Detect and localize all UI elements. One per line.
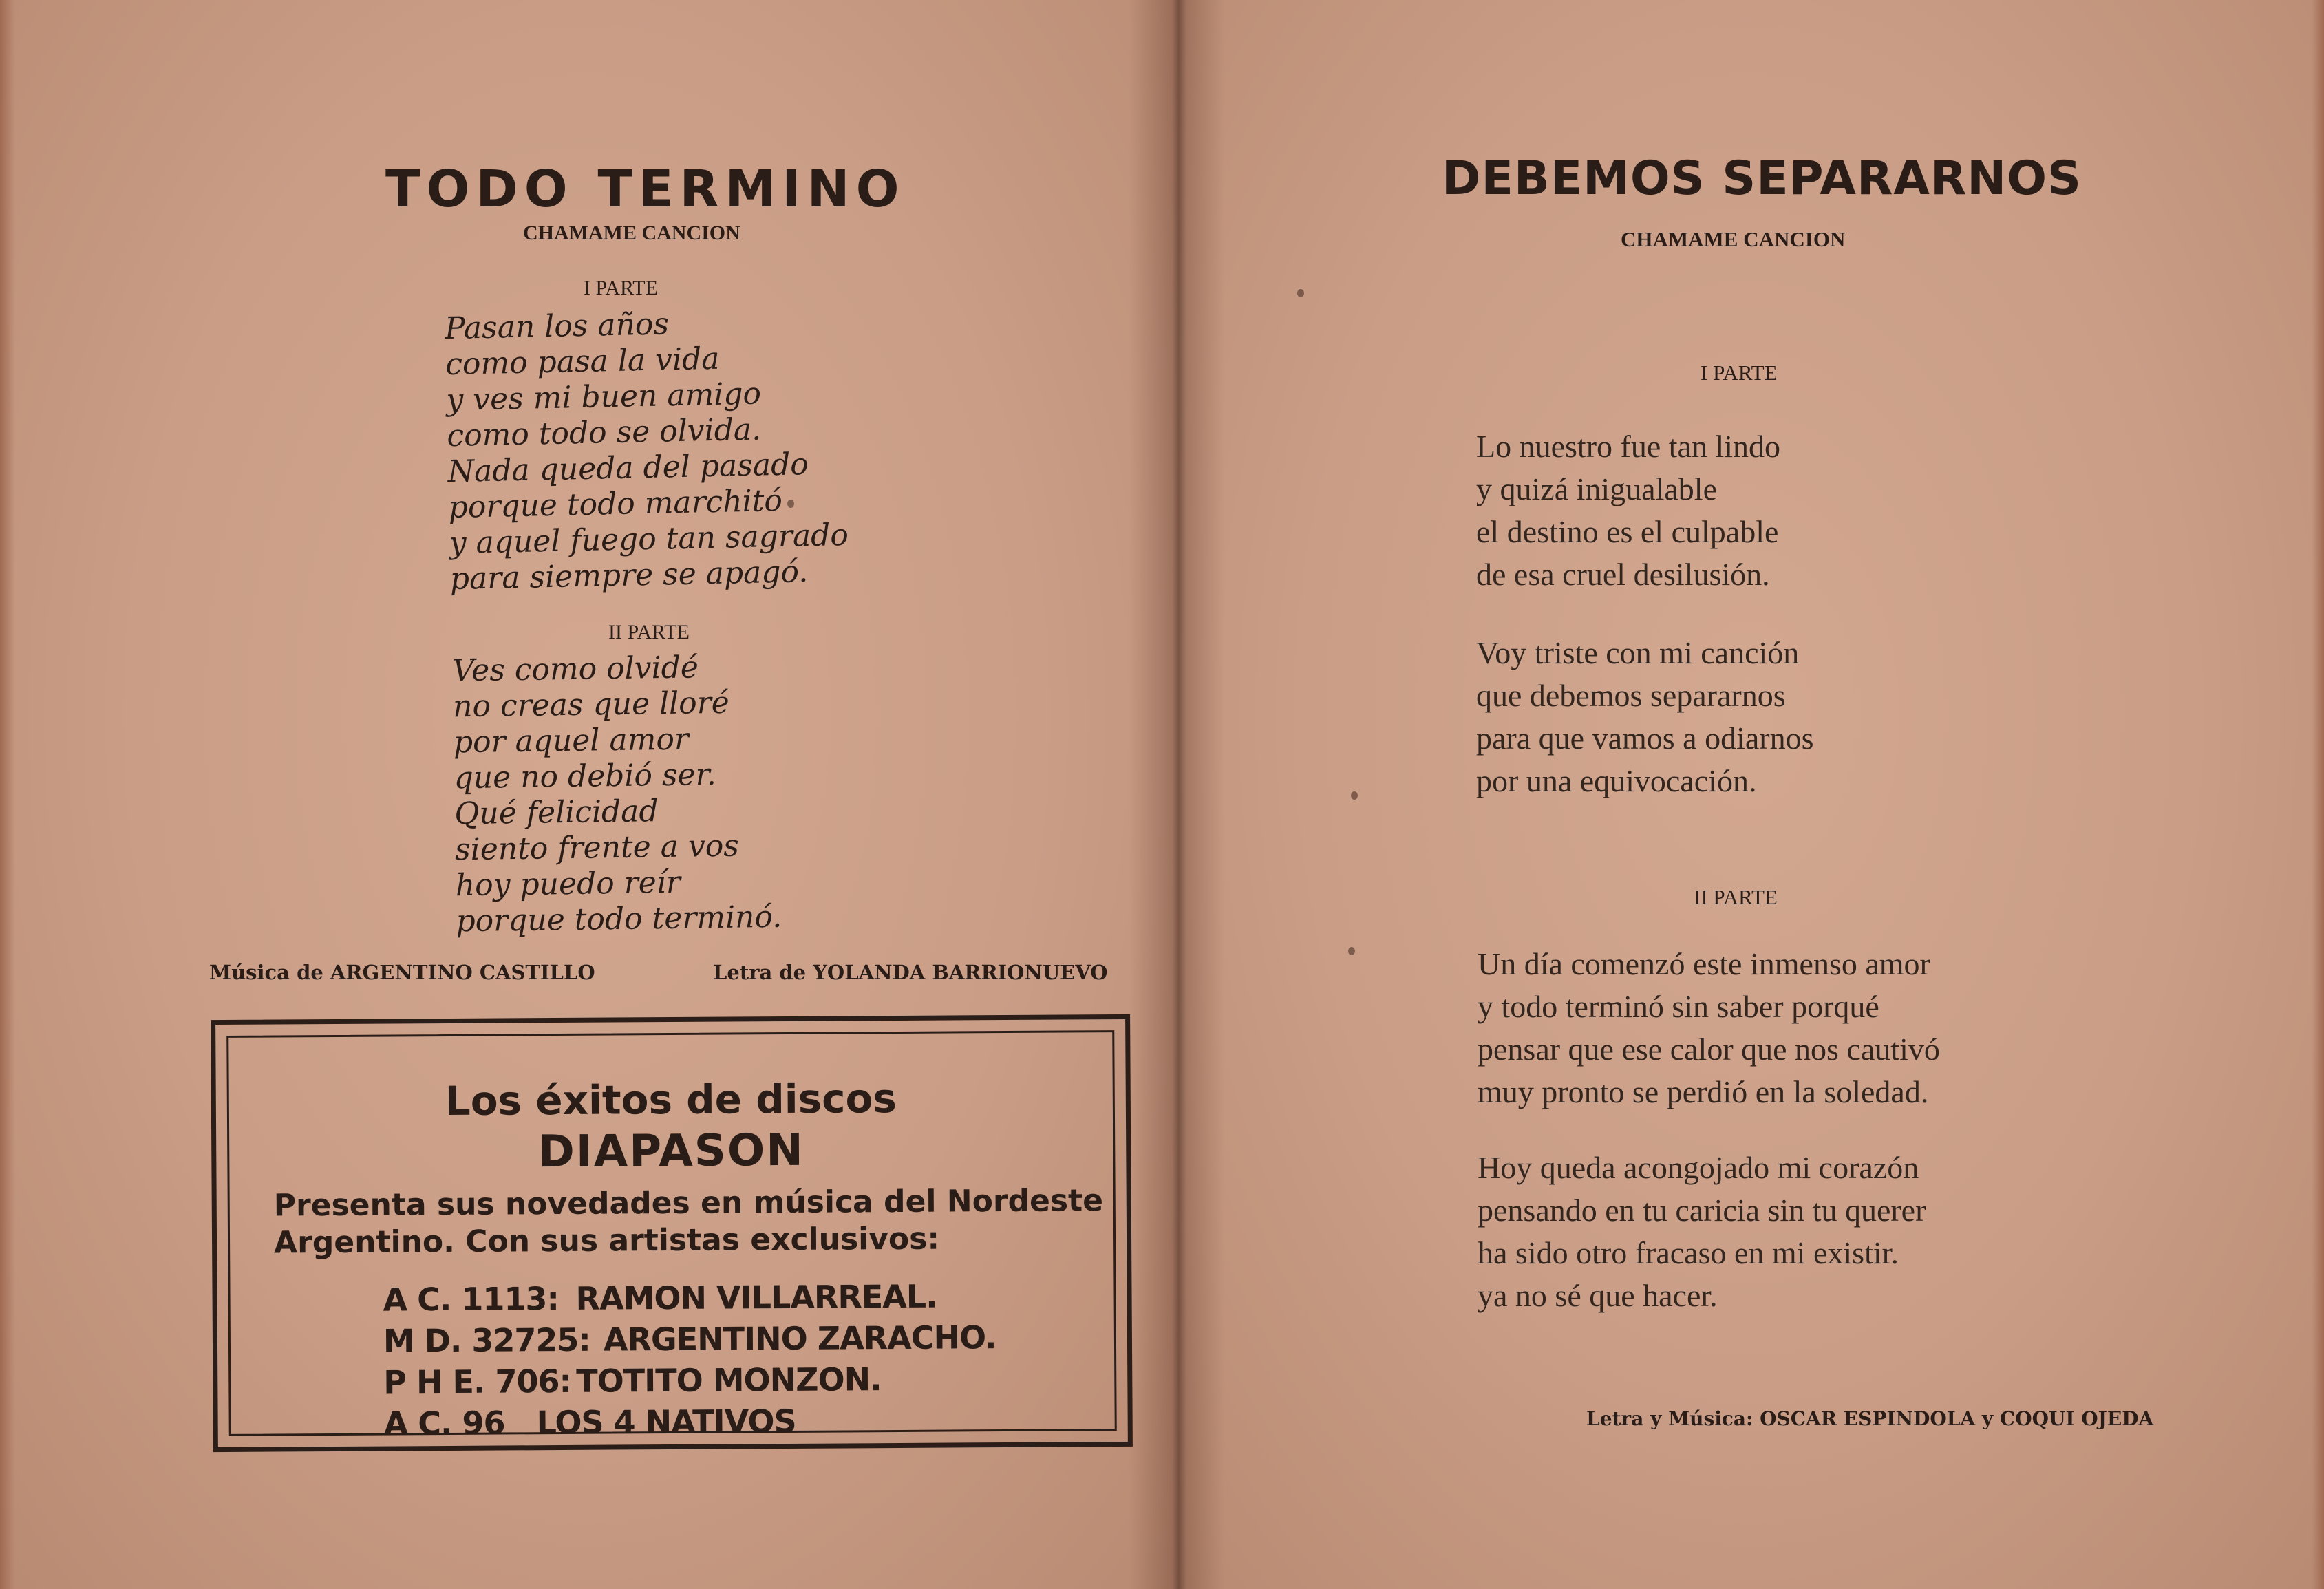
verse-line: Hoy queda acongojado mi corazón <box>1478 1150 1919 1185</box>
ink-speck <box>787 500 794 508</box>
verse-line: como pasa la vida <box>445 341 720 383</box>
verse-line: Voy triste con mi canción <box>1476 635 1800 670</box>
verse-line: Ves como olvidé <box>452 650 699 689</box>
part-one-stanza-one <box>1476 425 1780 596</box>
verse-line: Pasan los años <box>444 306 670 347</box>
verse-line: hoy puedo reír <box>455 864 681 904</box>
verse-line: ha sido otro fracaso en mi existir. <box>1478 1235 1899 1270</box>
release-code: A C. 1113: <box>383 1280 559 1319</box>
verse-line: no creas que lloré <box>452 685 730 725</box>
verse-line: el destino es el culpable <box>1476 514 1779 549</box>
release-artist: TOTITO MONZON. <box>576 1361 882 1400</box>
part-one-verse <box>445 303 850 597</box>
verse-line: y ves mi buen amigo <box>445 376 762 418</box>
verse-line: por una equivocación. <box>1476 763 1757 798</box>
song-genre: CHAMAME CANCION <box>1621 227 1846 251</box>
part-two-label: II PARTE <box>1694 885 1778 909</box>
page-edge <box>2312 0 2324 1589</box>
release-artist: ARGENTINO ZARACHO. <box>603 1319 996 1358</box>
verse-line: muy pronto se perdió en la soledad. <box>1478 1074 1929 1109</box>
release-artist: RAMON VILLARREAL. <box>575 1277 937 1317</box>
release-code: A C. 96 <box>383 1404 505 1442</box>
ad-brand: DIAPASON <box>537 1124 805 1178</box>
verse-line: por aquel amor <box>453 721 690 760</box>
release-artist: LOS 4 NATIVOS <box>536 1402 796 1442</box>
verse-line: y quizá inigualable <box>1476 471 1717 506</box>
ink-speck <box>1348 947 1355 955</box>
lyrics-credit: Letra de YOLANDA BARRIONUEVO <box>713 961 1108 984</box>
part-one-stanza-two <box>1476 632 1814 802</box>
release-row <box>383 1399 996 1444</box>
ad-inner-border <box>226 1030 1117 1442</box>
verse-line: ya no sé que hacer. <box>1478 1278 1718 1313</box>
song-title-todo-termino: TODO TERMINO <box>385 160 906 219</box>
ink-speck <box>1351 791 1358 800</box>
ink-speck <box>1297 289 1304 297</box>
verse-line: para que vamos a odiarnos <box>1476 721 1814 756</box>
right-page <box>1173 0 2324 1589</box>
release-row <box>383 1358 996 1403</box>
verse-line: que debemos separarnos <box>1476 678 1786 713</box>
verse-line: como todo se olvida. <box>446 412 762 454</box>
verse-line: para siempre se apagó. <box>449 554 809 597</box>
ad-headline: Los éxitos de discos <box>445 1075 897 1125</box>
lyrics-music-credit: Letra y Música: OSCAR ESPINDOLA y COQUI OJEDA <box>1586 1407 2154 1430</box>
verse-line: Lo nuestro fue tan lindo <box>1476 429 1781 464</box>
verse-line: Un día comenzó este inmenso amor <box>1478 946 1930 981</box>
ad-release-list <box>383 1275 996 1444</box>
song-title-debemos-separarnos: DEBEMOS SEPARARNOS <box>1442 151 2082 206</box>
release-code: P H E. 706: <box>383 1362 572 1401</box>
release-row <box>383 1275 996 1320</box>
part-one-label: I PARTE <box>584 277 658 299</box>
release-row <box>383 1316 996 1361</box>
part-one-label: I PARTE <box>1701 361 1778 385</box>
verse-line: Nada queda del pasado <box>447 447 809 490</box>
verse-line: pensar que ese calor que nos cautivó <box>1478 1032 1940 1067</box>
verse-line: y todo terminó sin saber porqué <box>1478 989 1879 1024</box>
verse-line: de esa cruel desilusión. <box>1476 557 1770 592</box>
page-edge <box>0 0 15 1589</box>
song-genre: CHAMAME CANCION <box>523 222 740 244</box>
verse-line: pensando en tu caricia sin tu querer <box>1478 1193 1926 1228</box>
verse-line: porque todo marchitó <box>448 482 783 526</box>
verse-line: siento frente a vos <box>454 828 740 868</box>
diapason-advertisement <box>211 1014 1133 1452</box>
release-code: M D. 32725: <box>383 1321 591 1360</box>
verse-line: Qué felicidad <box>454 793 659 832</box>
part-two-verse <box>452 649 782 940</box>
ad-description: Presenta sus novedades en música del Nordeste Argentino. Con sus artistas exclusivos: <box>273 1183 1104 1261</box>
part-two-stanza-one <box>1478 943 1940 1113</box>
part-two-label: II PARTE <box>608 621 690 643</box>
verse-line: y aquel fuego tan sagrado <box>449 517 849 562</box>
verse-line: porque todo terminó. <box>456 899 782 939</box>
music-credit: Música de ARGENTINO CASTILLO <box>209 961 595 984</box>
verse-line: que no debió ser. <box>454 756 717 796</box>
part-two-stanza-two <box>1478 1147 1926 1317</box>
